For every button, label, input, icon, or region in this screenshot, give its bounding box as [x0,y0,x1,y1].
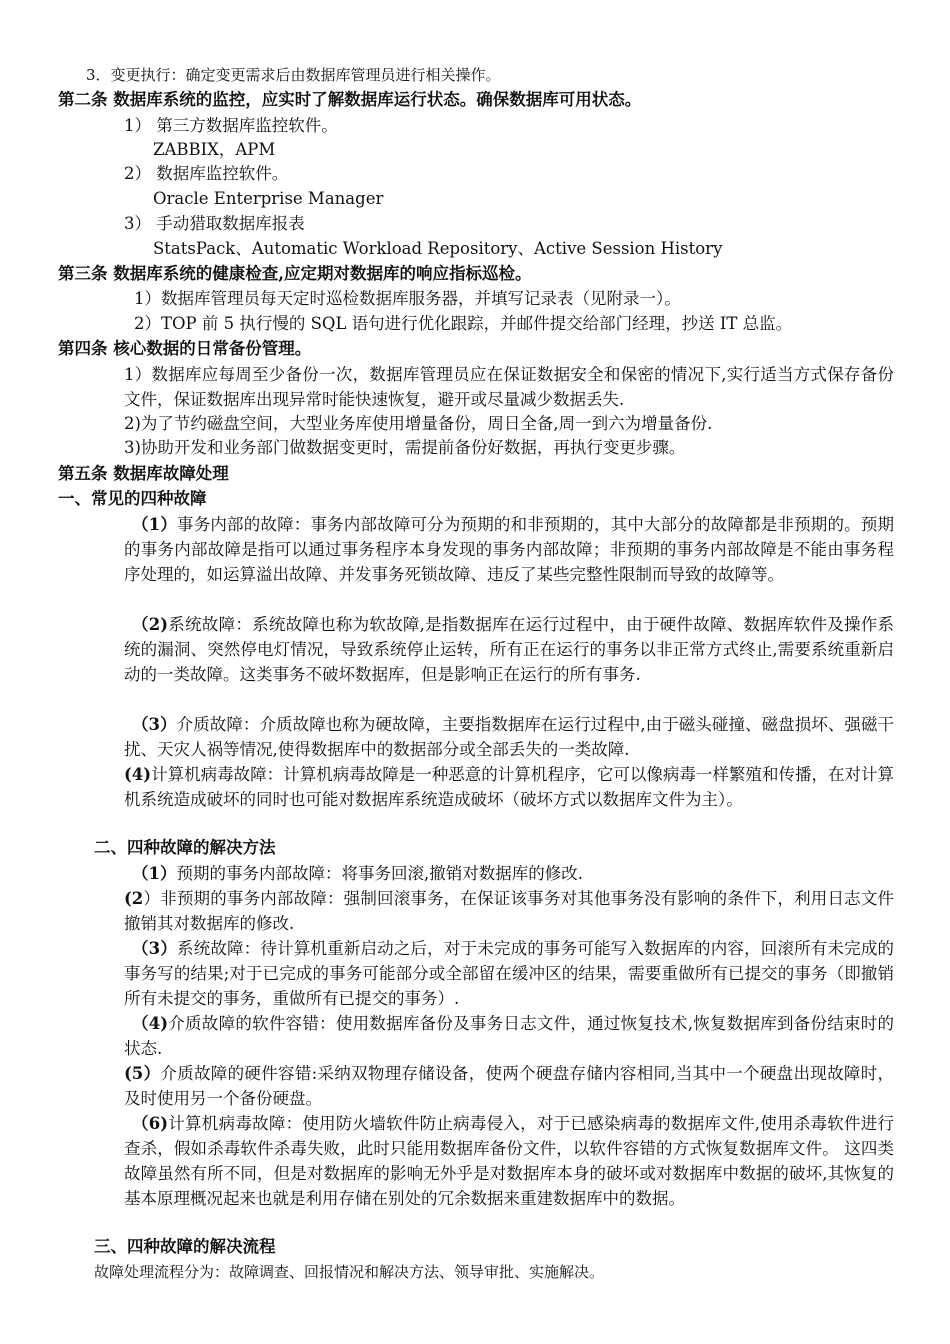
fault-3-paragraph [124,712,894,762]
art2-item-2: 2） 数据库监控软件。 [124,164,289,183]
art3-item-2: 2）TOP 前 5 执行慢的 SQL 语句进行优化跟踪，并邮件提交给部门经理，抄送 IT 总监。 [134,314,793,333]
fault-3-text: 介质故障：介质故障也称为硬故障，主要指数据库在运行过程中,由于磁头碰撞、磁盘损坏、强磁干扰、天灾人祸等情况,使得数据库中的数据部分或全部丢失的一类故障. [124,715,895,759]
art2-item-3: 3） 手动猎取数据库报表 [124,214,305,233]
article-3-heading: 第三条 数据库系统的健康检查,应定期对数据库的响应指标巡检。 [58,264,532,283]
method-2-paragraph [124,886,894,936]
article-5-heading: 第五条 数据库故障处理 [58,464,229,483]
change-exec-line: 3．变更执行：确定变更需求后由数据库管理员进行相关操作。 [86,66,501,84]
article-4-heading: 第四条 核心数据的日常备份管理。 [58,339,312,358]
method-1-paragraph [124,861,894,886]
fault-2-text: 系统故障：系统故障也称为软故障,是指数据库在运行过程中，由于硬件故障、数据库软件及操作系统的漏洞、突然停电灯情况，导致系统停止运转，所有正在运行的事务以非正常方式终止,需要系统重新启动的一类故障。这类事务不破坏数据库，但是影响正在运行的所有事务. [124,615,894,684]
fault-2-paragraph [124,612,894,687]
art2-item-1: 1） 第三方数据库监控软件。 [124,116,338,135]
art2-item-2-detail: Oracle Enterprise Manager [153,189,384,208]
method-5-text: 介质故障的硬件容错:采纳双物理存储设备，使两个硬盘存储内容相同,当其中一个硬盘出现故障时，及时使用另一个备份硬盘。 [124,1064,894,1108]
art4-para-1: 1）数据库应每周至少备份一次，数据库管理员应在保证数据安全和保密的情况下,实行适当方式保存备份文件，保证数据库出现异常时能快速恢复，避开或尽量减少数据丢失. [124,365,894,409]
section-3-text: 故障处理流程分为：故障调查、回报情况和解决方法、领导审批、实施解决。 [94,1263,605,1281]
method-1-label: （1） [132,864,177,883]
method-6-label: （6) [132,1114,169,1133]
fault-1-text: 事务内部的故障：事务内部故障可分为预期的和非预期的，其中大部分的故障都是非预期的。预期的事务内部故障是指可以通过事务程序本身发现的事务内部故障；非预期的事务内部故障是不能由事务程序处理的，如运算溢出故障、并发事务死锁故障、违反了某些完整性限制而导致的故障等。 [124,515,894,584]
fault-2-label: （2) [132,615,169,634]
art3-item-1: 1）数据库管理员每天定时巡检数据库服务器，并填写记录表（见附录一）。 [134,289,681,308]
method-2-label: (2 [124,889,144,908]
method-4-paragraph [124,1011,894,1061]
fault-3-label: （3） [132,715,177,734]
method-6-text: 计算机病毒故障：使用防火墙软件防止病毒侵入，对于已感染病毒的数据库文件,使用杀毒软件进行查杀，假如杀毒软件杀毒失败，此时只能用数据库备份文件，以软件容错的方式恢复数据库文件。 这四类故障虽然有所不同，但是对数据库的影响无外乎是对数据库本身的破坏或对数据库中数据的破坏,其恢复的基本原理概况起来也就是利用存储在别处的冗余数据来重建数据库中的数据。 [124,1114,894,1208]
art2-item-3-detail: StatsPack、Automatic Workload Repository、Active Session History [153,239,723,258]
art2-item-1-detail: ZABBIX，APM [153,140,276,159]
method-4-label: （4) [132,1014,169,1033]
fault-4-text: 计算机病毒故障：计算机病毒故障是一种恶意的计算机程序，它可以像病毒一样繁殖和传播，在对计算机系统造成破坏的同时也可能对数据库系统造成破坏（破坏方式以数据库文件为主）。 [124,765,894,809]
section-3-heading: 三、四种故障的解决流程 [94,1237,276,1256]
method-3-text: 系统故障：待计算机重新启动之后，对于未完成的事务可能写入数据库的内容，回滚所有未完成的事务写的结果;对于已完成的事务可能部分或全部留在缓冲区的结果，需要重做所有已提交的事务（即撤销所有未提交的事务，重做所有已提交的事务）. [124,939,894,1008]
section-2-heading: 二、四种故障的解决方法 [94,838,276,857]
art4-para-3: 3)协助开发和业务部门做数据变更时，需提前备份好数据，再执行变更步骤。 [124,438,686,457]
fault-1-paragraph [124,512,894,587]
method-3-paragraph [124,936,894,1011]
method-5-paragraph [124,1061,894,1111]
fault-4-paragraph [124,762,894,812]
fault-4-label: (4) [124,765,152,784]
method-6-paragraph [124,1111,894,1211]
method-5-label: (5） [124,1064,161,1083]
method-4-text: 介质故障的软件容错：使用数据库备份及事务日志文件，通过恢复技术,恢复数据库到备份结束时的状态. [124,1014,894,1058]
art4-para-2: 2)为了节约磁盘空间，大型业务库使用增量备份，周日全备,周一到六为增量备份. [124,414,713,433]
article-2-heading: 第二条 数据库系统的监控，应实时了解数据库运行状态。确保数据库可用状态。 [58,90,642,109]
method-1-text: 预期的事务内部故障：将事务回滚,撤销对数据库的修改. [176,864,583,883]
section-1-heading: 一、常见的四种故障 [58,489,207,508]
method-2-text: ）非预期的事务内部故障：强制回滚事务，在保证该事务对其他事务没有影响的条件下，利用日志文件撤销其对数据库的修改. [124,889,894,933]
method-3-label: （3） [132,939,178,958]
fault-1-label: （1） [132,515,178,534]
